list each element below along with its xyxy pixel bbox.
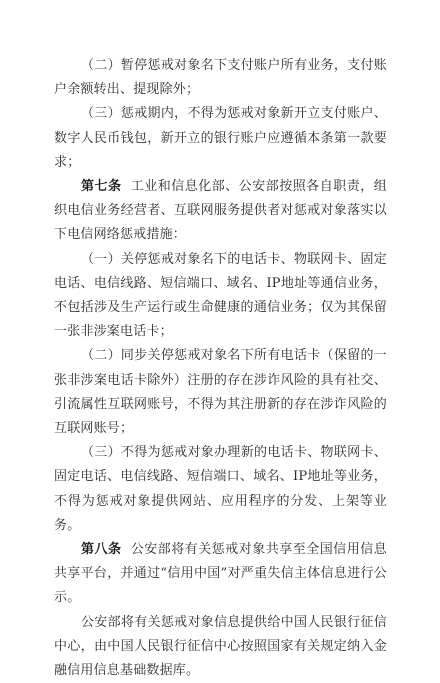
paragraph-internet-account-shutdown [54,344,387,441]
paragraph-text: （二）同步关停惩戒对象名下所有电话卡（保留的一张非涉案电话卡除外）注册的存在涉诈风险的具有社交、引流属性互联网账号，不得为其注册新的存在涉诈风险的互联网账号； [54,348,387,437]
paragraph-text: 公安部将有关惩戒对象信息提供给中国人民银行征信中心，由中国人民银行征信中心按照国家有关规定纳入金融信用信息基础数据库。 [54,614,387,679]
paragraph-payment-account-suspension [54,54,387,102]
paragraph-text: （三）惩戒期内，不得为惩戒对象新开立支付账户、数字人民币钱包，新开立的银行账户应遵循本条第一款要求； [54,106,387,170]
paragraph-text: 公安部将有关惩戒对象共享至全国信用信息共享平台，并通过“信用中国”对严重失信主体信息进行公示。 [54,542,387,606]
paragraph-text: （二）暂停惩戒对象名下支付账户所有业务，支付账户余额转出、提现除外； [54,58,387,98]
article-8 [54,538,387,611]
paragraph-text: （一）关停惩戒对象名下的电话卡、物联网卡、固定电话、电信线路、短信端口、域名、IP地址等通信业务，不包括涉及生产运行或生命健康的通信业务；仅为其保留一张非涉案电话卡； [54,251,387,340]
paragraph-new-account-restriction [54,102,387,175]
paragraph-text: （三）不得为惩戒对象办理新的电话卡、物联网卡、固定电话、电信线路、短信端口、域名、IP地址等业务，不得为惩戒对象提供网站、应用程序的分发、上架等业务。 [54,445,387,533]
paragraph-new-service-restriction [54,441,387,538]
article-7 [54,175,387,248]
article-number: 第八条 [81,542,122,558]
article-number: 第七条 [81,179,122,195]
paragraph-text: 工业和信息化部、公安部按照各自职责，组织电信业务经营者、互联网服务提供者对惩戒对象落实以下电信网络惩戒措施： [54,179,387,243]
paragraph-telecom-shutdown [54,248,387,345]
